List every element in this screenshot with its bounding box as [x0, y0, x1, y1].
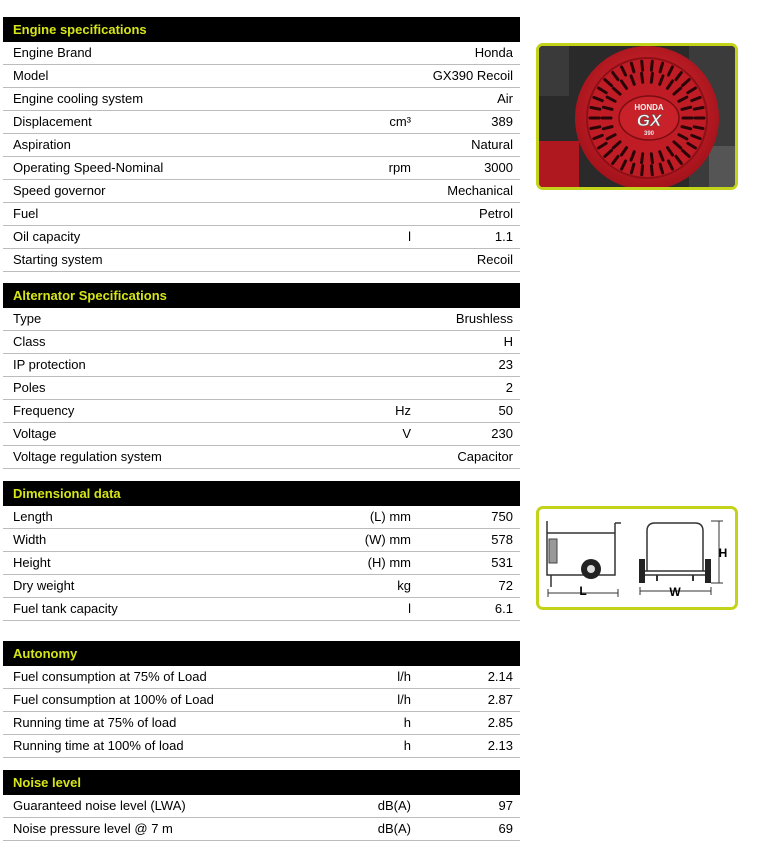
spec-row: [3, 575, 520, 598]
spec-value: 750: [491, 509, 513, 524]
spec-unit: l: [408, 601, 411, 616]
section-title: Alternator Specifications: [3, 283, 520, 308]
spec-unit: l/h: [397, 692, 411, 707]
spec-unit: h: [403, 738, 411, 753]
spec-row: [3, 712, 520, 735]
spec-label: Fuel tank capacity: [13, 601, 118, 616]
spec-value: 50: [498, 403, 513, 418]
spec-label: Length: [13, 509, 53, 524]
section-noise: [3, 770, 520, 841]
spec-value: Recoil: [476, 252, 513, 267]
spec-label: Class: [13, 334, 46, 349]
spec-row: [3, 818, 520, 841]
spec-value: 2.13: [487, 738, 513, 753]
spec-value: 230: [491, 426, 513, 441]
front-wheel-left: [639, 559, 645, 583]
front-view: [641, 523, 709, 575]
spec-table: [3, 795, 520, 841]
fan-slot: [682, 127, 691, 129]
spec-row: [3, 249, 520, 272]
section-title: Noise level: [3, 770, 520, 795]
engine-brand-label: HONDA: [634, 103, 664, 112]
engine-illustration: [539, 46, 735, 187]
spec-row: [3, 203, 520, 226]
spec-value: Honda: [474, 45, 513, 60]
fan-slot: [682, 107, 691, 109]
fan-slot: [694, 108, 703, 110]
spec-row: [3, 689, 520, 712]
spec-unit: h: [403, 715, 411, 730]
spec-unit: cm³: [389, 114, 411, 129]
spec-label: Noise pressure level @ 7 m: [13, 821, 173, 836]
side-engine-block: [549, 539, 557, 563]
spec-row: [3, 446, 520, 469]
spec-unit: kg: [397, 578, 411, 593]
spec-label: Height: [13, 555, 51, 570]
spec-row: [3, 423, 520, 446]
spec-table: [3, 42, 520, 272]
length-letter: L: [579, 584, 587, 598]
spec-row: [3, 735, 520, 758]
spec-label: Poles: [13, 380, 46, 395]
fan-slot: [651, 73, 652, 82]
spec-value: 389: [491, 114, 513, 129]
section-alternator: [3, 283, 520, 469]
spec-value: 2.85: [487, 715, 513, 730]
fan-slot: [642, 154, 643, 163]
spec-row: [3, 157, 520, 180]
spec-value: 72: [498, 578, 513, 593]
spec-value: 531: [491, 555, 513, 570]
engine-model-label: GX: [636, 111, 662, 130]
spec-value: 6.1: [494, 601, 513, 616]
engine-image: [536, 43, 738, 190]
spec-label: Aspiration: [13, 137, 71, 152]
spec-row: [3, 180, 520, 203]
spec-label: Displacement: [13, 114, 92, 129]
fan-slot: [651, 166, 652, 175]
spec-label: Fuel: [13, 206, 39, 221]
spec-unit: Hz: [395, 403, 411, 418]
spec-row: [3, 666, 520, 689]
spec-label: IP protection: [13, 357, 86, 372]
spec-label: Voltage regulation system: [13, 449, 162, 464]
fan-slot: [642, 166, 643, 175]
spec-unit: (L) mm: [369, 509, 411, 524]
spec-row: [3, 65, 520, 88]
spec-value: 1.1: [494, 229, 513, 244]
spec-unit: (H) mm: [367, 555, 411, 570]
section-engine: [3, 17, 520, 272]
spec-value: Brushless: [455, 311, 513, 326]
spec-unit: l/h: [397, 669, 411, 684]
fan-slot: [651, 154, 652, 163]
spec-unit: l: [408, 229, 411, 244]
spec-value: 97: [498, 798, 513, 813]
spec-label: Frequency: [13, 403, 75, 418]
spec-row: [3, 111, 520, 134]
section-title: Dimensional data: [3, 481, 520, 506]
spec-row: [3, 226, 520, 249]
spec-value: 3000: [484, 160, 513, 175]
spec-label: Voltage: [13, 426, 57, 441]
spec-unit: dB(A): [377, 821, 411, 836]
height-letter: H: [718, 546, 728, 560]
width-letter: W: [669, 585, 681, 599]
spec-value: 2.87: [487, 692, 513, 707]
spec-table: [3, 666, 520, 758]
section-title: Engine specifications: [3, 17, 520, 42]
dimension-diagram: [536, 506, 738, 610]
spec-unit: (W) mm: [364, 532, 411, 547]
fan-slot: [642, 61, 643, 70]
spec-label: Type: [13, 311, 42, 326]
spec-value: 2: [505, 380, 513, 395]
spec-label: Fuel consumption at 75% of Load: [13, 669, 207, 684]
spec-value: Capacitor: [457, 449, 513, 464]
spec-label: Oil capacity: [13, 229, 81, 244]
fan-slot: [603, 107, 612, 109]
spec-unit: rpm: [388, 160, 411, 175]
spec-row: [3, 795, 520, 818]
fan-slot: [651, 61, 652, 70]
spec-row: [3, 308, 520, 331]
front-wheel-right: [705, 559, 711, 583]
spec-row: [3, 354, 520, 377]
spec-label: Dry weight: [13, 578, 75, 593]
spec-unit: V: [402, 426, 411, 441]
spec-row: [3, 331, 520, 354]
spec-value: 578: [491, 532, 513, 547]
spec-row: [3, 134, 520, 157]
spec-table: [3, 308, 520, 469]
spec-row: [3, 506, 520, 529]
spec-label: Guaranteed noise level (LWA): [13, 798, 186, 813]
spec-value: Natural: [471, 137, 513, 152]
spec-label: Model: [13, 68, 49, 83]
fan-slot: [591, 127, 600, 129]
spec-label: Running time at 100% of load: [13, 738, 184, 753]
spec-value: 69: [498, 821, 513, 836]
spec-row: [3, 400, 520, 423]
spec-label: Operating Speed-Nominal: [13, 160, 164, 175]
fan-slot: [694, 127, 703, 129]
spec-row: [3, 377, 520, 400]
spec-value: 23: [498, 357, 513, 372]
spec-row: [3, 552, 520, 575]
spec-label: Width: [13, 532, 47, 547]
spec-value: H: [503, 334, 513, 349]
section-title: Autonomy: [3, 641, 520, 666]
spec-value: GX390 Recoil: [432, 68, 513, 83]
spec-row: [3, 529, 520, 552]
section-autonomy: [3, 641, 520, 758]
fan-slot: [603, 127, 612, 129]
spec-value: Air: [497, 91, 513, 106]
fan-slot: [591, 108, 600, 110]
spec-row: [3, 598, 520, 621]
spec-unit: dB(A): [377, 798, 411, 813]
spec-row: [3, 88, 520, 111]
engine-number-label: 390: [643, 131, 655, 137]
spec-row: [3, 42, 520, 65]
frame-dimensions-illustration: [539, 509, 735, 607]
side-view: [547, 521, 621, 587]
spec-value: Mechanical: [447, 183, 513, 198]
spec-label: Fuel consumption at 100% of Load: [13, 692, 214, 707]
spec-table: [3, 506, 520, 621]
fan-slot: [642, 73, 643, 82]
spec-label: Engine cooling system: [13, 91, 144, 106]
spec-label: Running time at 75% of load: [13, 715, 177, 730]
spec-label: Starting system: [13, 252, 103, 267]
spec-value: 2.14: [487, 669, 513, 684]
spec-label: Engine Brand: [13, 45, 92, 60]
spec-value: Petrol: [479, 206, 513, 221]
spec-label: Speed governor: [13, 183, 106, 198]
section-dimensional: [3, 481, 520, 621]
